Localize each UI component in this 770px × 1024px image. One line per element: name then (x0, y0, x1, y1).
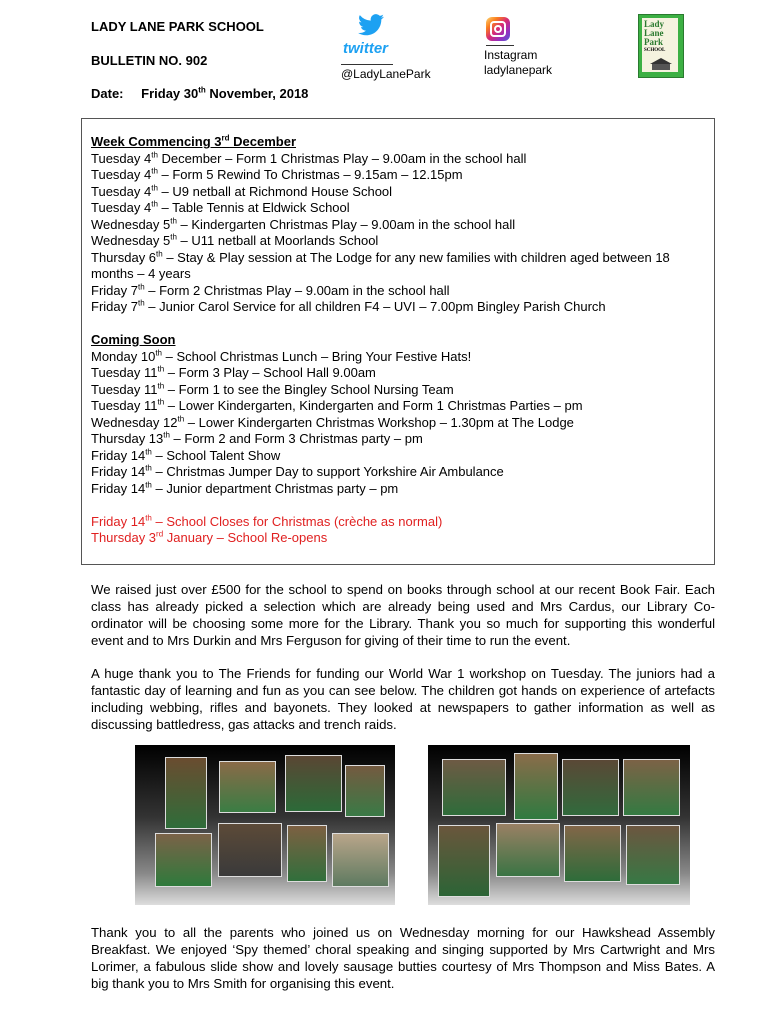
photo (564, 825, 621, 882)
photo (285, 755, 342, 812)
event-item: Tuesday 11th – Form 3 Play – School Hall 9.00am (91, 364, 376, 380)
event-item: Friday 14th – Christmas Jumper Day to support Yorkshire Air Ambulance (91, 463, 504, 479)
event-item: Friday 14th – School Closes for Christmas (crèche as normal) (91, 513, 443, 529)
photo (287, 825, 327, 882)
photo (165, 757, 207, 829)
school-name: LADY LANE PARK SCHOOL (91, 19, 264, 34)
book-fair-paragraph: We raised just over £500 for the school to spend on books through school at our recent Book Fair. Each class has already picked a selection which are already being used and Mrs Cardus, our Library Co-ordinator will be choosing some more for the Library. Thank you so much for supporting this wonderful event and to Mrs Durkin and Mrs Ferguson for giving of their time to run the event. (91, 582, 715, 648)
school-building-icon (650, 58, 672, 70)
section-heading: Week Commencing 3rd December (91, 133, 297, 149)
photo (155, 833, 212, 887)
assembly-breakfast-paragraph: Thank you to all the parents who joined us on Wednesday morning for our Hawkshead Assembly Breakfast. We enjoyed ‘Spy themed’ choral speaking and singing supported by Mrs Cartwright and Mrs Lorimer, a fabulous slide show and lovely sausage butties courtesy of Mrs Thompson and Miss Bates. A big thank you to Mrs Smith for organising this event. (91, 925, 715, 991)
photo (218, 823, 282, 877)
photo (623, 759, 680, 816)
bulletin-number: BULLETIN NO. 902 (91, 53, 208, 68)
event-item: Friday 7th – Junior Carol Service for all children F4 – UVI – 7.00pm Bingley Parish Church (91, 298, 606, 314)
event-item: Tuesday 4th – U9 netball at Richmond House School (91, 183, 393, 199)
twitter-bird-icon (358, 14, 384, 36)
photo (332, 833, 389, 887)
ww1-paragraph: A huge thank you to The Friends for funding our World War 1 workshop on Tuesday. The juniors had a fantastic day of learning and fun as you can see below. The children got hands on experience of artefacts including webbing, rifles and bayonets. They looked at newspapers to gather information as well as discussing battledress, gas attacks and trench raids. (91, 666, 715, 732)
event-item: Tuesday 4th – Form 5 Rewind To Christmas – 9.15am – 12.15pm (91, 166, 463, 182)
twitter-logo[interactable] (340, 14, 400, 62)
instagram-icon[interactable] (486, 17, 510, 41)
photo (626, 825, 680, 885)
event-item: Thursday 13th – Form 2 and Form 3 Christmas party – pm (91, 430, 423, 446)
twitter-wordmark: twitter (343, 40, 388, 57)
event-item: Tuesday 11th – Form 1 to see the Bingley School Nursing Team (91, 381, 454, 397)
event-item: Thursday 3rd January – School Re-opens (91, 529, 328, 545)
photo (345, 765, 385, 817)
photo (496, 823, 560, 877)
event-item: Tuesday 4th December – Form 1 Christmas Play – 9.00am in the school hall (91, 150, 527, 166)
twitter-handle[interactable]: @LadyLanePark (341, 67, 431, 81)
event-item: Tuesday 4th – Table Tennis at Eldwick School (91, 199, 350, 215)
school-logo: Lady Lane Park SCHOOL (638, 14, 684, 78)
event-item: Wednesday 12th – Lower Kindergarten Christmas Workshop – 1.30pm at The Lodge (91, 414, 574, 430)
ww1-photo-collage-right (428, 745, 690, 905)
bulletin-date: Date: Friday 30th November, 2018 (91, 85, 309, 101)
event-item: Friday 14th – School Talent Show (91, 447, 281, 463)
event-item: Friday 14th – Junior department Christmas party – pm (91, 480, 399, 496)
event-item: Thursday 6th – Stay & Play session at The Lodge for any new families with children aged between 18 (91, 249, 670, 265)
event-item: Tuesday 11th – Lower Kindergarten, Kindergarten and Form 1 Christmas Parties – pm (91, 397, 583, 413)
event-item: months – 4 years (91, 266, 191, 281)
instagram-label: Instagram (484, 48, 538, 62)
photo (514, 753, 558, 820)
photo (442, 759, 506, 816)
ww1-photo-collage-left (135, 745, 395, 905)
photo (562, 759, 619, 816)
photo (438, 825, 490, 897)
event-item: Wednesday 5th – Kindergarten Christmas Play – 9.00am in the school hall (91, 216, 516, 232)
event-item: Friday 7th – Form 2 Christmas Play – 9.00am in the school hall (91, 282, 450, 298)
section-heading: Coming Soon (91, 332, 176, 347)
photo (219, 761, 276, 813)
instagram-handle[interactable]: ladylanepark (484, 63, 553, 77)
event-item: Monday 10th – School Christmas Lunch – Bring Your Festive Hats! (91, 348, 472, 364)
event-item: Wednesday 5th – U11 netball at Moorlands School (91, 232, 379, 248)
